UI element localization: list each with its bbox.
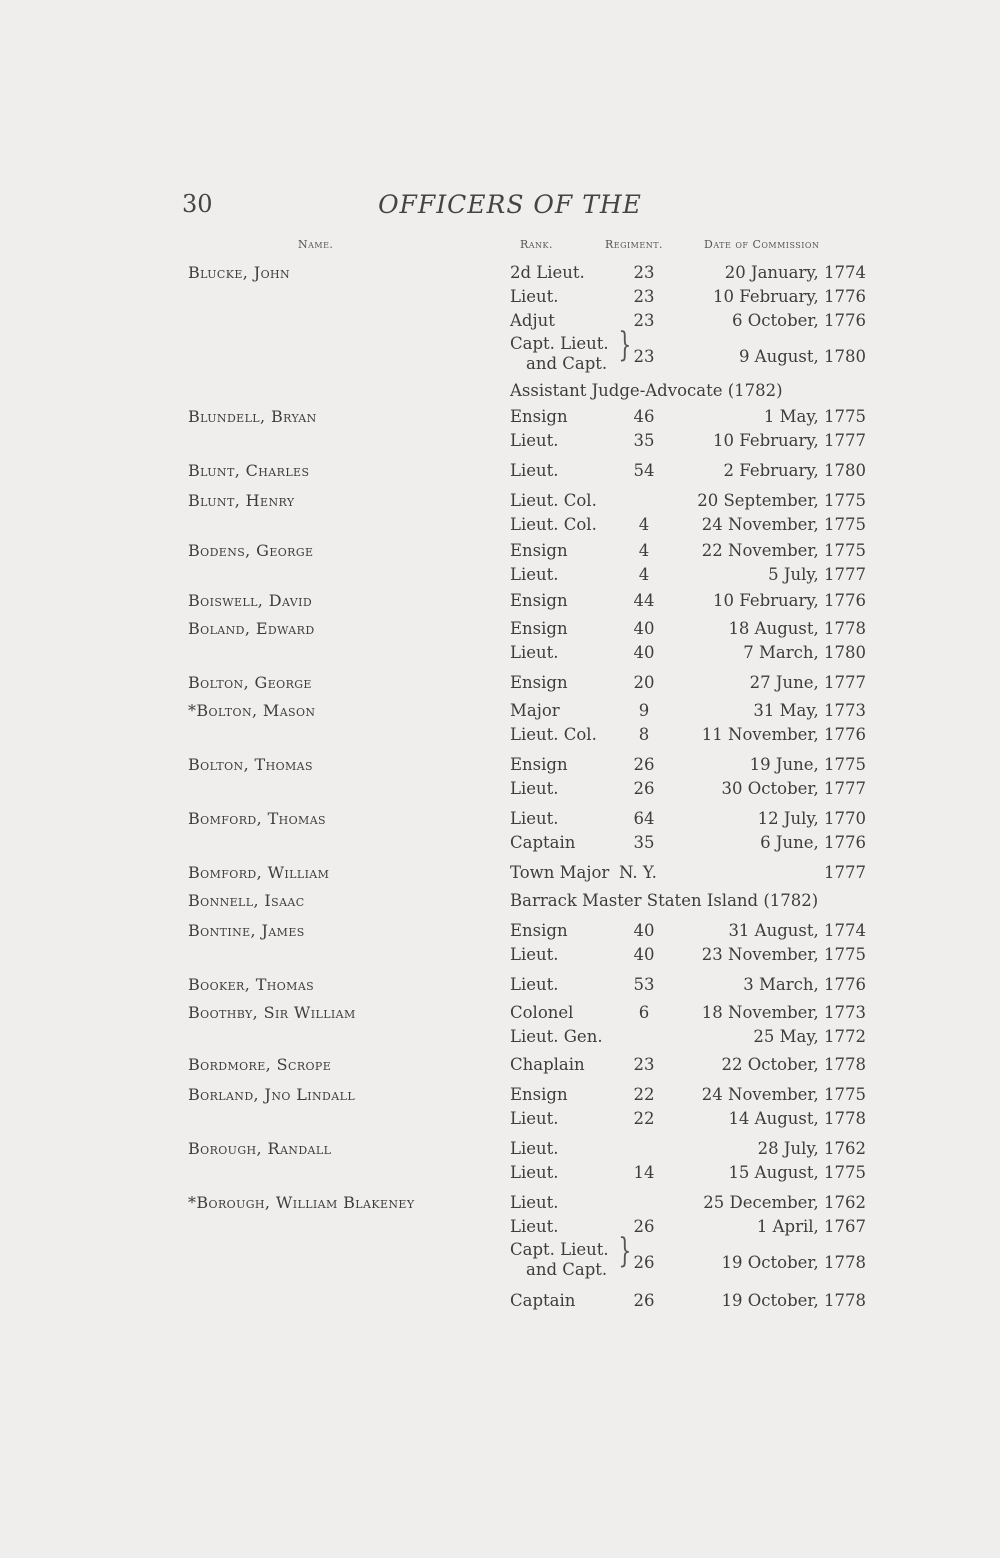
commission-date: 20 September, 1775 bbox=[697, 491, 866, 510]
table-row bbox=[0, 1138, 1000, 1160]
rank: Ensign bbox=[510, 755, 568, 774]
rank: Ensign bbox=[510, 1085, 568, 1104]
commission-date: 22 November, 1775 bbox=[701, 541, 866, 560]
table-row bbox=[0, 460, 1000, 482]
officer-name: Bolton, Thomas bbox=[188, 755, 313, 774]
note-text: Assistant Judge-Advocate (1782) bbox=[510, 381, 783, 400]
officer-name: Bodens, George bbox=[188, 541, 314, 560]
table-row bbox=[0, 490, 1000, 512]
table-row bbox=[0, 862, 1000, 884]
rank-line-2: and Capt. bbox=[526, 354, 608, 373]
table-row bbox=[0, 262, 1000, 284]
commission-date: 27 June, 1777 bbox=[749, 673, 866, 692]
header-name: Name. bbox=[298, 238, 334, 251]
regiment: 4 bbox=[638, 541, 650, 560]
rank: Town Major bbox=[510, 863, 610, 882]
table-row bbox=[0, 325, 1000, 373]
table-row bbox=[0, 310, 1000, 332]
rank: Lieut. bbox=[510, 809, 559, 828]
commission-date: 1777 bbox=[824, 863, 866, 882]
table-row bbox=[0, 1231, 1000, 1279]
rank: Chaplain bbox=[510, 1055, 585, 1074]
brace-icon: } bbox=[618, 1231, 632, 1271]
commission-date: 14 August, 1778 bbox=[728, 1109, 866, 1128]
table-row bbox=[0, 944, 1000, 966]
regiment: 26 bbox=[633, 1291, 655, 1310]
regiment: 22 bbox=[633, 1085, 655, 1104]
regiment: 54 bbox=[633, 461, 655, 480]
rank: Adjut bbox=[510, 311, 555, 330]
table-row bbox=[0, 754, 1000, 776]
rank: Lieut. bbox=[510, 643, 559, 662]
table-row bbox=[0, 286, 1000, 308]
table-row bbox=[0, 380, 1000, 402]
officer-name: Boland, Edward bbox=[188, 619, 315, 638]
table-row bbox=[0, 1002, 1000, 1024]
table-row bbox=[0, 1290, 1000, 1312]
rank: Ensign bbox=[510, 619, 568, 638]
table-row bbox=[0, 700, 1000, 722]
rank: Captain bbox=[510, 833, 576, 852]
table-row bbox=[0, 1192, 1000, 1214]
rank: Lieut. Gen. bbox=[510, 1027, 603, 1046]
table-row bbox=[0, 832, 1000, 854]
regiment: 23 bbox=[633, 287, 655, 306]
officer-name: Bonnell, Isaac bbox=[188, 891, 305, 910]
rank: Ensign bbox=[510, 407, 568, 426]
rank-line-1: Capt. Lieut. bbox=[510, 334, 609, 353]
commission-date: 19 October, 1778 bbox=[721, 1291, 866, 1310]
table-row bbox=[0, 1054, 1000, 1076]
rank: Lieut. bbox=[510, 945, 559, 964]
regiment: 4 bbox=[638, 515, 650, 534]
rank: Captain bbox=[510, 1291, 576, 1310]
rank: Lieut. bbox=[510, 779, 559, 798]
regiment: 23 bbox=[633, 311, 655, 330]
commission-date: 6 October, 1776 bbox=[732, 311, 866, 330]
officer-name: Borough, Randall bbox=[188, 1139, 332, 1158]
regiment: 23 bbox=[633, 263, 655, 282]
regiment: 64 bbox=[633, 809, 655, 828]
commission-date: 25 December, 1762 bbox=[703, 1193, 866, 1212]
commission-date: 15 August, 1775 bbox=[728, 1163, 866, 1182]
table-row bbox=[0, 406, 1000, 428]
table-row bbox=[0, 778, 1000, 800]
officer-name: Booker, Thomas bbox=[188, 975, 315, 994]
commission-date: 31 August, 1774 bbox=[728, 921, 866, 940]
brace-icon: } bbox=[618, 325, 632, 365]
note-text: Barrack Master Staten Island (1782) bbox=[510, 891, 819, 910]
officer-name: Blunt, Henry bbox=[188, 491, 295, 510]
regiment: 4 bbox=[638, 565, 650, 584]
officer-name: Blundell, Bryan bbox=[188, 407, 317, 426]
commission-date: 3 March, 1776 bbox=[743, 975, 866, 994]
running-head: OFFICERS OF THE bbox=[378, 190, 642, 219]
commission-date: 2 February, 1780 bbox=[723, 461, 866, 480]
commission-date: 10 February, 1777 bbox=[713, 431, 866, 450]
table-row bbox=[0, 618, 1000, 640]
regiment: 26 bbox=[633, 755, 655, 774]
header-date: Date of Commission bbox=[704, 238, 820, 251]
commission-date: 19 October, 1778 bbox=[721, 1253, 866, 1272]
officer-name: Boothby, Sir William bbox=[188, 1003, 356, 1022]
table-row bbox=[0, 642, 1000, 664]
table-row bbox=[0, 564, 1000, 586]
officer-name: *Bolton, Mason bbox=[188, 701, 316, 720]
officer-name: *Borough, William Blakeney bbox=[188, 1193, 415, 1212]
commission-date: 1 April, 1767 bbox=[756, 1217, 866, 1236]
regiment: 9 bbox=[638, 701, 650, 720]
regiment: 26 bbox=[633, 1253, 655, 1272]
rank: Lieut. bbox=[510, 461, 559, 480]
rank: Lieut. bbox=[510, 1109, 559, 1128]
table-row bbox=[0, 1026, 1000, 1048]
commission-date: 7 March, 1780 bbox=[743, 643, 866, 662]
table-row bbox=[0, 974, 1000, 996]
regiment: 35 bbox=[633, 431, 655, 450]
regiment: 23 bbox=[633, 1055, 655, 1074]
commission-date: 28 July, 1762 bbox=[757, 1139, 866, 1158]
regiment: 53 bbox=[633, 975, 655, 994]
page-number: 30 bbox=[182, 190, 213, 218]
officer-name: Bomford, William bbox=[188, 863, 330, 882]
regiment: 46 bbox=[633, 407, 655, 426]
regiment: 26 bbox=[633, 779, 655, 798]
regiment: 22 bbox=[633, 1109, 655, 1128]
rank: Lieut. Col. bbox=[510, 515, 597, 534]
regiment: 14 bbox=[633, 1163, 655, 1182]
rank: Ensign bbox=[510, 673, 568, 692]
table-row bbox=[0, 920, 1000, 942]
officer-name: Bomford, Thomas bbox=[188, 809, 326, 828]
table-row bbox=[0, 724, 1000, 746]
rank: Lieut. bbox=[510, 1217, 559, 1236]
officer-name: Blunt, Charles bbox=[188, 461, 310, 480]
officer-name: Bontine, James bbox=[188, 921, 305, 940]
table-row bbox=[0, 808, 1000, 830]
regiment: N. Y. bbox=[619, 863, 657, 882]
commission-date: 19 June, 1775 bbox=[749, 755, 866, 774]
table-row bbox=[0, 672, 1000, 694]
commission-date: 12 July, 1770 bbox=[757, 809, 866, 828]
table-row bbox=[0, 1084, 1000, 1106]
rank-line-2: and Capt. bbox=[526, 1260, 608, 1279]
regiment: 26 bbox=[633, 1217, 655, 1236]
regiment: 44 bbox=[633, 591, 655, 610]
commission-date: 31 May, 1773 bbox=[753, 701, 866, 720]
rank: Lieut. bbox=[510, 975, 559, 994]
table-row bbox=[0, 514, 1000, 536]
regiment: 23 bbox=[633, 347, 655, 366]
rank: Lieut. bbox=[510, 1163, 559, 1182]
rank: Lieut. bbox=[510, 565, 559, 584]
regiment: 40 bbox=[633, 619, 655, 638]
officer-name: Blucke, John bbox=[188, 263, 291, 282]
officer-name: Boiswell, David bbox=[188, 591, 313, 610]
header-rank: Rank. bbox=[520, 238, 554, 251]
regiment: 40 bbox=[633, 945, 655, 964]
regiment: 35 bbox=[633, 833, 655, 852]
rank: Lieut. bbox=[510, 1193, 559, 1212]
rank: Lieut. Col. bbox=[510, 725, 597, 744]
rank: Colonel bbox=[510, 1003, 574, 1022]
rank-line-1: Capt. Lieut. bbox=[510, 1240, 609, 1259]
table-row bbox=[0, 890, 1000, 912]
table-row bbox=[0, 540, 1000, 562]
regiment: 40 bbox=[633, 643, 655, 662]
table-row bbox=[0, 430, 1000, 452]
regiment: 40 bbox=[633, 921, 655, 940]
commission-date: 6 June, 1776 bbox=[760, 833, 866, 852]
commission-date: 1 May, 1775 bbox=[763, 407, 866, 426]
regiment: 20 bbox=[633, 673, 655, 692]
rank: Ensign bbox=[510, 921, 568, 940]
commission-date: 11 November, 1776 bbox=[701, 725, 866, 744]
rank: Lieut. Col. bbox=[510, 491, 597, 510]
commission-date: 20 January, 1774 bbox=[724, 263, 866, 282]
commission-date: 22 October, 1778 bbox=[721, 1055, 866, 1074]
rank: 2d Lieut. bbox=[510, 263, 585, 282]
rank: Lieut. bbox=[510, 1139, 559, 1158]
rank: Ensign bbox=[510, 591, 568, 610]
rank: Ensign bbox=[510, 541, 568, 560]
officer-name: Borland, Jno Lindall bbox=[188, 1085, 356, 1104]
rank: Major bbox=[510, 701, 560, 720]
table-row bbox=[0, 1108, 1000, 1130]
commission-date: 5 July, 1777 bbox=[768, 565, 866, 584]
commission-date: 30 October, 1777 bbox=[721, 779, 866, 798]
table-row bbox=[0, 1162, 1000, 1184]
header-regiment: Regiment. bbox=[605, 238, 664, 251]
commission-date: 18 November, 1773 bbox=[701, 1003, 866, 1022]
rank: Lieut. bbox=[510, 287, 559, 306]
commission-date: 18 August, 1778 bbox=[728, 619, 866, 638]
officer-name: Bolton, George bbox=[188, 673, 312, 692]
commission-date: 9 August, 1780 bbox=[738, 347, 866, 366]
commission-date: 24 November, 1775 bbox=[701, 515, 866, 534]
table-row bbox=[0, 1216, 1000, 1238]
commission-date: 10 February, 1776 bbox=[713, 591, 866, 610]
rank: Lieut. bbox=[510, 431, 559, 450]
regiment: 6 bbox=[638, 1003, 650, 1022]
officer-name: Bordmore, Scrope bbox=[188, 1055, 332, 1074]
commission-date: 24 November, 1775 bbox=[701, 1085, 866, 1104]
table-row bbox=[0, 590, 1000, 612]
commission-date: 25 May, 1772 bbox=[753, 1027, 866, 1046]
commission-date: 23 November, 1775 bbox=[701, 945, 866, 964]
commission-date: 10 February, 1776 bbox=[713, 287, 866, 306]
regiment: 8 bbox=[638, 725, 650, 744]
